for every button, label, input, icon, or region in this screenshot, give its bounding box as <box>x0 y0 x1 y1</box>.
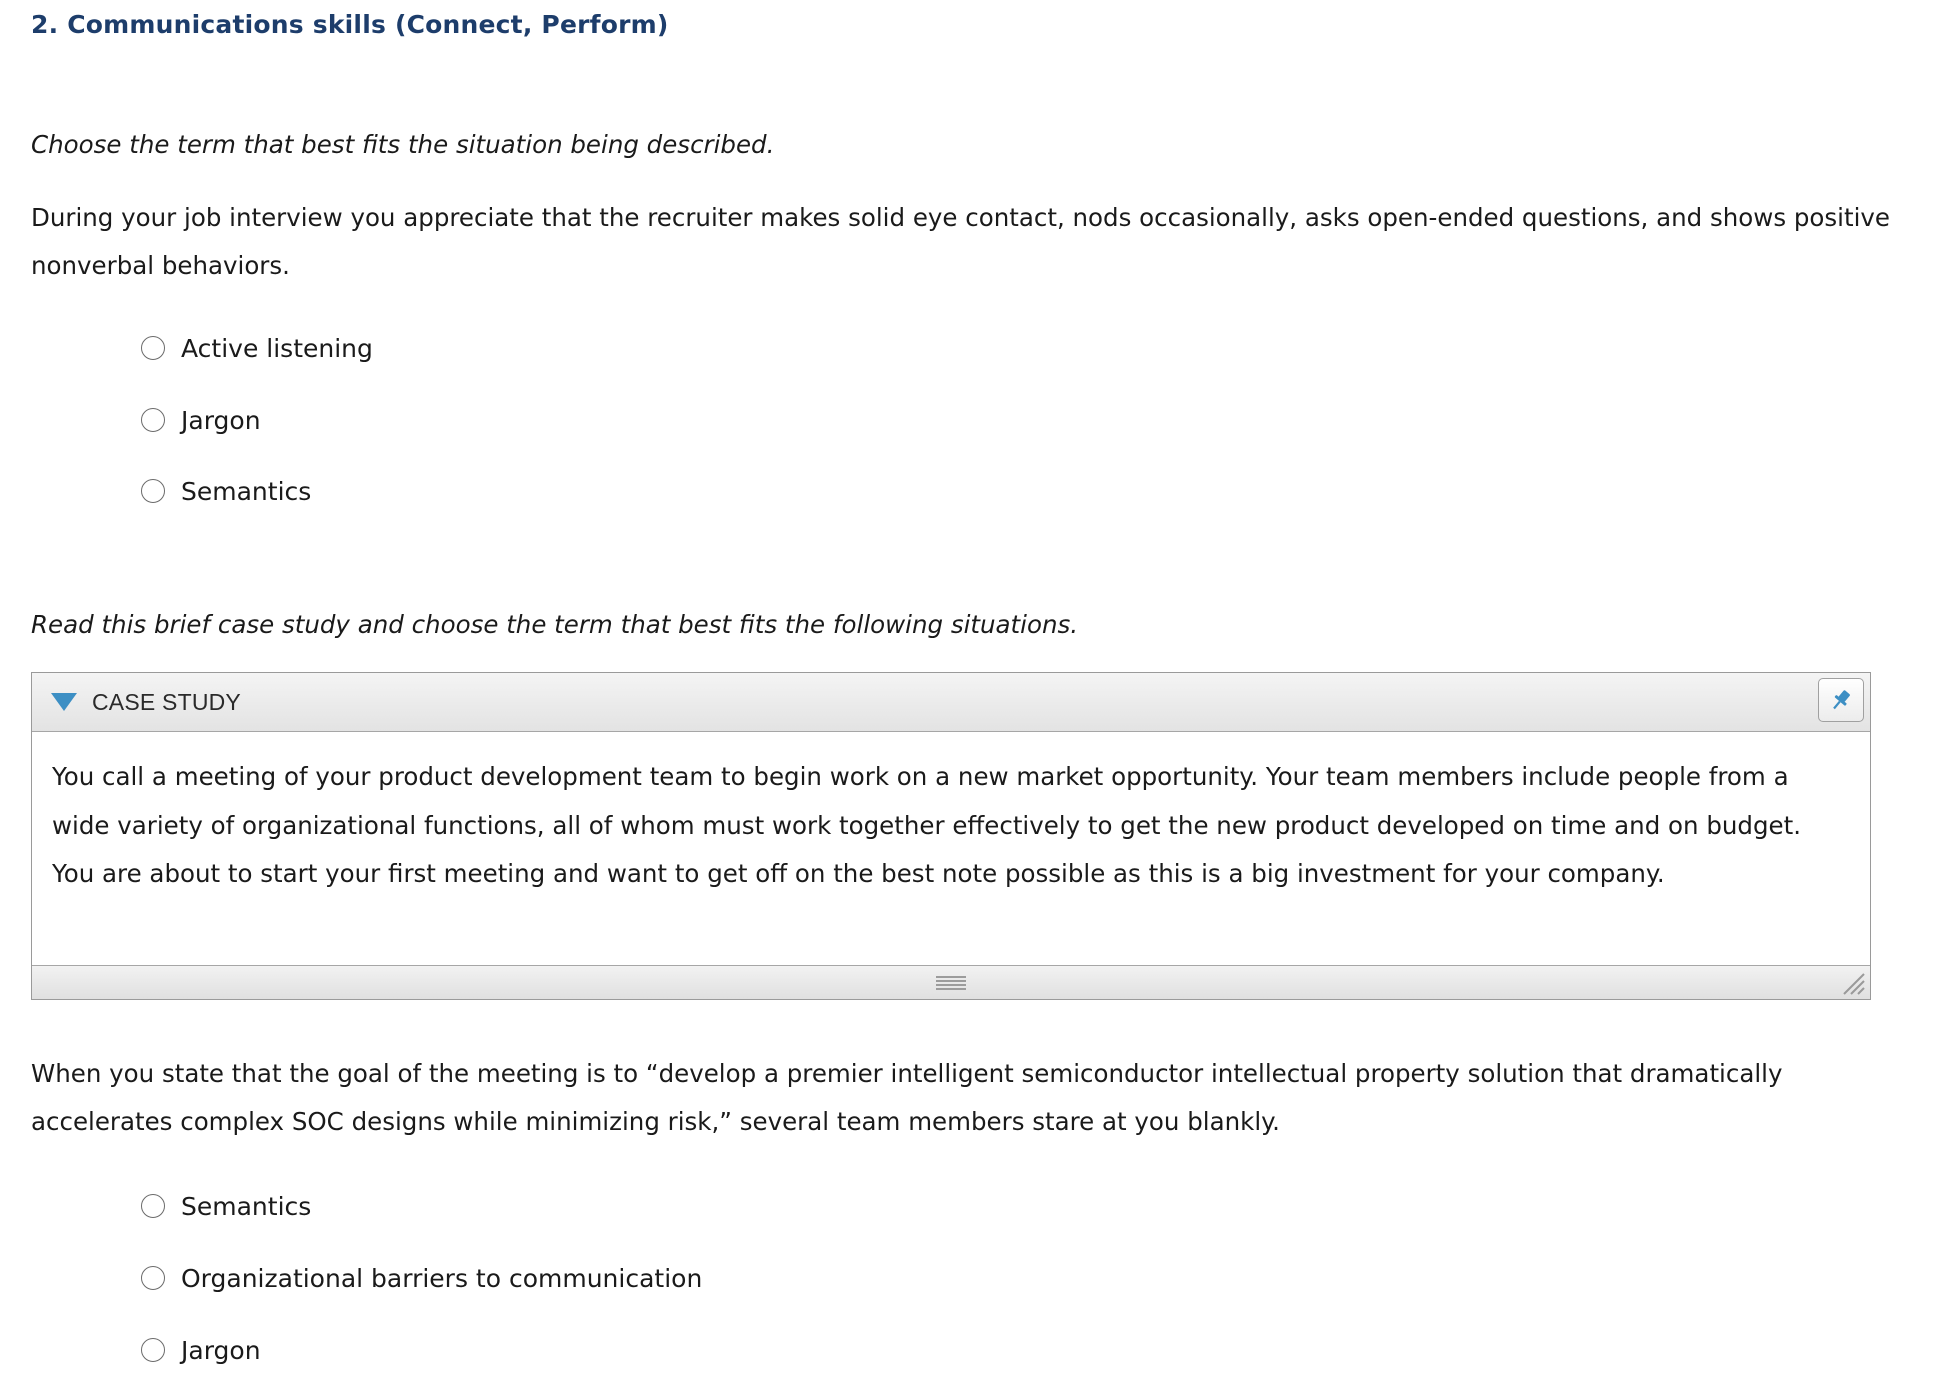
case-study-header[interactable] <box>32 673 1870 732</box>
triangle-down-icon[interactable] <box>51 693 77 711</box>
radio-button[interactable] <box>141 1194 165 1218</box>
part2-instruction: Read this brief case study and choose the term that best fits the following situations. <box>31 610 1079 639</box>
option-organizational-barriers[interactable] <box>111 1258 702 1298</box>
part1-prompt: During your job interview you appreciate that the recruiter makes solid eye contact, nods occasionally, asks open-ended questions, and shows positive nonverbal behaviors. <box>31 203 1890 280</box>
option-label: Semantics <box>181 476 312 506</box>
radio-button[interactable] <box>141 479 165 503</box>
option-label: Jargon <box>181 1335 261 1365</box>
question-title: 2. Communications skills (Connect, Perform) <box>31 10 669 39</box>
option-jargon[interactable] <box>111 400 261 440</box>
option-label: Organizational barriers to communication <box>181 1263 703 1293</box>
radio-button[interactable] <box>141 336 165 360</box>
option-semantics[interactable] <box>111 1186 311 1226</box>
option-label: Jargon <box>181 405 261 435</box>
case-study-footer <box>32 965 1870 999</box>
radio-button[interactable] <box>141 1338 165 1362</box>
option-label: Semantics <box>181 1191 312 1221</box>
option-semantics[interactable] <box>111 471 311 511</box>
pin-icon <box>1828 687 1854 713</box>
part2-prompt: When you state that the goal of the meeting is to “develop a premier intelligent semiconductor intellectual property solution that dramatically accelerates complex SOC designs while minimizing risk,” several team members stare at you blankly. <box>31 1059 1783 1136</box>
part1-instruction: Choose the term that best fits the situation being described. <box>31 130 775 159</box>
radio-button[interactable] <box>141 1266 165 1290</box>
option-active-listening[interactable] <box>111 328 373 368</box>
option-jargon[interactable] <box>111 1330 261 1370</box>
resize-grip-icon[interactable] <box>936 975 966 991</box>
option-label: Active listening <box>181 333 373 363</box>
radio-button[interactable] <box>141 408 165 432</box>
resize-corner-icon[interactable] <box>1840 970 1866 996</box>
pin-button[interactable] <box>1818 678 1864 722</box>
case-study-body: You call a meeting of your product development team to begin work on a new market opportunity. Your team members include people from a wide variety of organizational functions, all of whom must work together effectively to get the new product developed on time and on budget. You are about to start your first meeting and want to get off on the best note possible as this is a big investment for your company. <box>52 762 1801 888</box>
case-study-panel <box>31 672 1871 1000</box>
case-study-header-label: CASE STUDY <box>92 688 241 715</box>
